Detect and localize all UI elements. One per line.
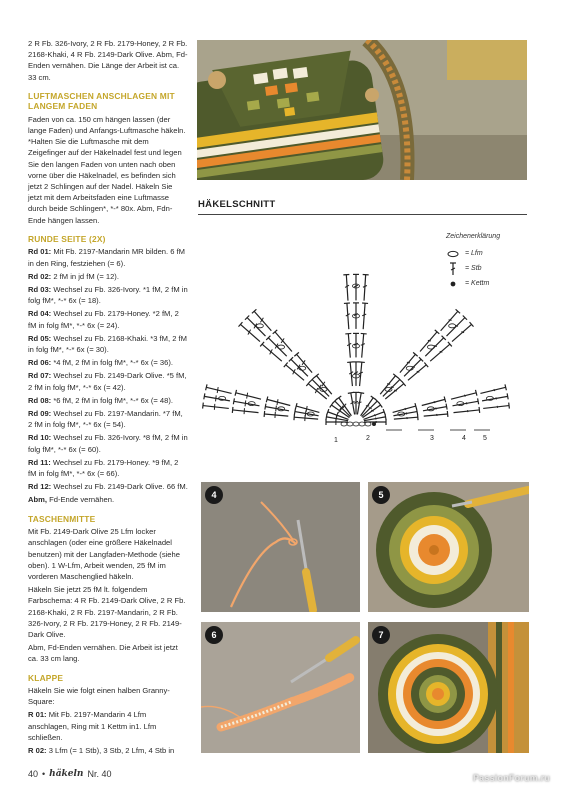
step-4-image — [201, 482, 360, 612]
round-row: Rd 07: Wechsel zu Fb. 2149-Dark Olive. *5 fM, 2 fM in folg fM*, *-* 6x (= 42). — [28, 371, 187, 392]
base-chain-loop — [365, 422, 371, 426]
step-6-image — [201, 622, 360, 753]
step-number-badge: 7 — [372, 626, 390, 644]
page-number: 40 — [28, 769, 39, 779]
stitch-symbol — [295, 403, 319, 412]
round-row: Rd 08: *6 fM, 2 fM in folg fM*, *-* 6x (= 48). — [28, 395, 173, 405]
slip-stitch-dot — [372, 422, 376, 426]
chain-stitch-icon — [446, 250, 460, 258]
stitch-symbol — [233, 398, 259, 406]
stitch-symbol — [422, 396, 446, 405]
round-row: Rd 03: Wechsel zu Fb. 326-Ivory. *1 fM, 2 fM in folg fM*, *-* 6x (= 18). — [28, 284, 188, 306]
base-chain-loop — [353, 422, 359, 426]
stitch-symbol — [343, 275, 349, 301]
legend-item-kettm: = Kettm — [446, 276, 500, 291]
klappe-row: R 02: 3 Lfm (= 1 Stb), 3 Stb, 2 Lfm, 4 Stb in — [28, 746, 175, 756]
row-number-2: 2 — [366, 435, 370, 442]
legend-item-stb: = Stb — [446, 261, 500, 276]
round-row: Rd 04: Wechsel zu Fb. 2179-Honey. *2 fM, 2 fM in folg fM*, *-* 6x (= 24). — [28, 309, 179, 330]
stitch-symbol — [284, 363, 304, 381]
magazine-brand: häkeln — [49, 769, 84, 779]
section-divider — [198, 214, 527, 215]
page-footer — [28, 769, 112, 779]
stitch-symbol — [353, 303, 359, 329]
stitch-symbol — [424, 411, 448, 417]
stitch-symbol — [363, 403, 383, 418]
stitch-symbol — [393, 403, 417, 412]
stitch-symbol — [482, 393, 508, 400]
round-row: Rd 02: 2 fM in jd fM (= 12). — [28, 271, 119, 281]
step-photo-5 — [368, 482, 529, 612]
step-photo-4 — [201, 482, 360, 612]
stitch-symbol — [480, 384, 506, 393]
section-text-luftmaschen: Faden von ca. 150 cm hängen lassen (der lange Faden) und Anfangs-Luftmasche häkeln. *Halten Sie die Luftmasche mit dem Zeigefinger auf der Häkelnadel fest und legen Sie den langen Faden von unten nach oben vorne über die Häkelnadel, es befinden sich jetzt 2 Schlingen auf der Nadel. Häkeln Sie jetzt mit dem Arbeitsfaden eine Luftmasse durch beide Schlingen*, *-* 80x. Abm, Fdn-Ende hängen lassen. — [28, 114, 186, 225]
stitch-symbol — [363, 275, 369, 301]
stitch-symbol — [359, 362, 365, 386]
row-number-4: 4 — [462, 435, 466, 442]
instructions-column — [28, 38, 188, 758]
stitch-symbol — [362, 303, 368, 329]
stitch-symbol — [330, 403, 350, 418]
stitch-symbol — [232, 407, 258, 414]
base-chain-loop — [347, 422, 353, 426]
section-text-klappe: Häkeln Sie wie folgt einen halben Granny-Square: — [28, 686, 170, 707]
crochet-diagram — [196, 272, 531, 447]
chart-section-title: HÄKELSCHNITT — [198, 199, 276, 210]
stitch-symbol — [483, 403, 509, 409]
stitch-symbol — [206, 384, 232, 393]
step-number-badge: 4 — [205, 486, 223, 504]
section-text-taschenmitte-2: Häkeln Sie jetzt 25 fM lt. folgendem Farbschema: 4 R Fb. 2149-Dark Olive, 2 R Fb. 2168-Khaki, 2 R Fb. 2197-Mandarin, 2 R Fb. 326-Ivory, 2 R Fb. 2179-Honey, 2 R Fb. 2149-Dark Olive. — [28, 585, 186, 639]
chain-loop — [427, 345, 434, 349]
base-chain-loop — [341, 422, 347, 426]
stitch-symbol — [361, 396, 376, 416]
stitch-symbol — [408, 363, 428, 381]
stitch-symbol — [266, 396, 290, 405]
stitch-symbol — [453, 398, 479, 405]
section-title-luftmaschen: LUFTMASCHEN ANSCHLAGEN MIT LANGEM FADEN — [28, 90, 175, 112]
round-row: Rd 11: Wechsel zu Fb. 2179-Honey. *9 fM, 2 fM in folg fM*, *-* 6x (= 66). — [28, 457, 179, 478]
round-row: Rd 06: *4 fM, 2 fM in folg fM*, *-* 6x (= 36). — [28, 358, 173, 368]
stitch-symbol — [400, 352, 418, 372]
step-5-image — [368, 482, 529, 612]
stitch-symbol — [344, 303, 350, 329]
stitch-symbol — [430, 342, 452, 361]
stitch-symbol — [260, 342, 282, 361]
intro-text: 2 R Fb. 326-Ivory, 2 R Fb. 2179-Honey, 2 R Fb. 2168-Khaki, 4 R Fb. 2149-Dark Olive. Abm, Fd-Enden vernähen. Die Länge der Arbeit ist ca. 33 cm. — [28, 39, 188, 82]
section-text-taschenmitte: Mit Fb. 2149-Dark Olive 25 Lfm locker anschlagen (oder eine größere Häkelnadel benutzen) mit der Langfaden-Methode (siehe oben). 1 W-Lfm, Arbeit wenden, 25 fM im vorderen Maschenglied häkeln. — [28, 527, 180, 581]
row-number-5: 5 — [483, 435, 487, 442]
chain-loop — [449, 324, 456, 328]
step-photo-7 — [368, 622, 529, 753]
stitch-symbol — [347, 362, 353, 386]
chain-loop — [278, 345, 285, 349]
klappe-row: R 01: Mit Fb. 2197-Mandarin 4 Lfm anschlagen, Ring mit 1 Kettm in1. Lfm schließen. — [28, 710, 157, 742]
step-number-badge: 6 — [205, 626, 223, 644]
chain-loop — [256, 324, 263, 328]
round-row: Rd 10: Wechsel zu Fb. 326-Ivory. *8 fM, 2 fM in folg fM*, *-* 6x (= 60). — [28, 433, 188, 454]
row-number-1: 1 — [334, 437, 338, 444]
base-chain-loop — [359, 422, 365, 426]
stitch-symbol — [235, 390, 261, 399]
stitch-symbol — [453, 407, 479, 413]
step-7-image — [368, 622, 529, 753]
stitch-symbol — [264, 411, 288, 418]
stitch-symbol — [203, 403, 229, 410]
section-text-taschenmitte-3: Abm, Fd-Enden vernähen. Die Arbeit ist jetzt ca. 33 cm lang. — [28, 643, 178, 664]
step-number-badge: 5 — [372, 486, 390, 504]
stitch-symbol — [361, 333, 367, 357]
step-photo-6 — [201, 622, 360, 753]
bag-photo — [197, 40, 527, 180]
stitch-symbol — [345, 333, 351, 357]
issue-number: Nr. 40 — [87, 769, 112, 779]
stitch-symbol — [204, 393, 230, 401]
stitch-symbol — [353, 333, 359, 357]
stitch-symbol — [294, 352, 312, 372]
round-row: Rd 05: Wechsel zu Fb. 2168-Khaki. *3 fM, 2 fM in folg fM*, *-* 6x (= 30). — [28, 333, 187, 354]
round-row: Abm, Fd-Ende vernähen. — [28, 495, 115, 505]
legend-title: Zeichenerklärung — [446, 233, 501, 240]
round-row: Rd 09: Wechsel zu Fb. 2197-Mandarin. *7 fM, 2 fM in folg fM*, *-* 6x (= 54). — [28, 408, 183, 430]
rounds-list — [28, 246, 188, 505]
section-title-runde-seite: RUNDE SEITE (2X) — [28, 233, 106, 244]
footer-bullet: • — [42, 769, 46, 779]
watermark: PassionForum.ru — [472, 773, 550, 783]
section-title-taschenmitte: TASCHENMITTE — [28, 513, 96, 524]
stitch-symbol — [420, 330, 439, 352]
row-number-3: 3 — [430, 435, 434, 442]
round-row: Rd 01: Mit Fb. 2197-Mandarin MR bilden. 6 fM in den Ring, festziehen (= 6). — [28, 247, 186, 268]
section-title-klappe: KLAPPE — [28, 672, 64, 683]
round-row: Rd 12: Wechsel zu Fb. 2149-Dark Olive. 66 fM. — [28, 482, 188, 492]
stitch-symbol — [451, 390, 477, 399]
legend-item-lfm: = Lfm — [446, 246, 500, 261]
